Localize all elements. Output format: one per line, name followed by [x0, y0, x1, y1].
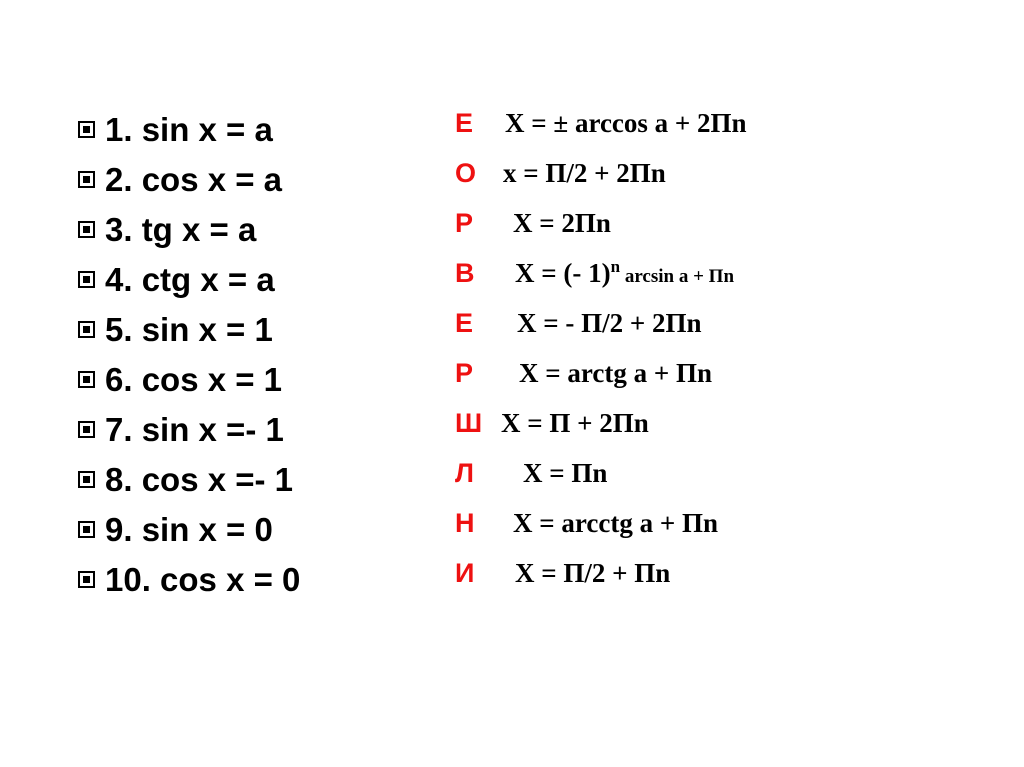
answer-formula-text: X = Пn [523, 458, 608, 488]
square-bullet-icon [78, 121, 95, 138]
answer-formula-text: x = П/2 + 2Пn [503, 158, 666, 188]
answer-letter: Н [455, 508, 475, 538]
answer-formula [501, 358, 712, 389]
answer-formula-exponent: n [610, 257, 621, 276]
square-bullet-icon [78, 371, 95, 388]
list-item [78, 254, 438, 304]
answer-letter: О [455, 158, 477, 188]
list-item [78, 304, 438, 354]
equation-text: 7. sin x =- 1 [105, 410, 284, 448]
answer-letter: Л [455, 458, 474, 488]
equation-text: 6. cos x = 1 [105, 360, 283, 398]
square-bullet-icon [78, 171, 95, 188]
answer-formula [501, 308, 702, 339]
answer-formula-text: X = ± arccos a + 2Пn [505, 108, 747, 138]
answer-formula [501, 208, 611, 239]
answer-formula-text: X = - П/2 + 2Пn [517, 308, 702, 338]
answer-formula-text: X = arcctg a + Пn [513, 508, 718, 538]
equation-text: 8. cos x =- 1 [105, 460, 294, 498]
answer-letter: И [455, 558, 475, 588]
answer-formula [501, 158, 666, 189]
answer-formula-text: X = П/2 + Пn [515, 558, 671, 588]
answer-formula [501, 508, 718, 539]
equation-text: 5. sin x = 1 [105, 310, 273, 348]
answer-letter: Р [455, 358, 474, 388]
answer-formula [501, 408, 649, 439]
equation-text: 2. cos x = a [105, 160, 283, 198]
equation-list [78, 104, 438, 604]
answer-letter: Ш [455, 408, 483, 438]
answer-row [455, 208, 995, 258]
equation-text: 4. ctg x = a [105, 260, 275, 298]
list-item [78, 354, 438, 404]
answer-letter: Р [455, 208, 474, 238]
answer-formula-text: X = arctg a + Пn [519, 358, 713, 388]
list-item [78, 454, 438, 504]
list-item [78, 104, 438, 154]
answer-formula-text: X = 2Пn [513, 208, 611, 238]
answer-formula-suffix: arcsin a + Пn [620, 266, 735, 287]
list-item [78, 504, 438, 554]
list-item [78, 554, 438, 604]
square-bullet-icon [78, 321, 95, 338]
square-bullet-icon [78, 571, 95, 588]
answer-formula [501, 558, 670, 589]
answer-row [455, 558, 995, 608]
square-bullet-icon [78, 271, 95, 288]
answer-formula [501, 258, 734, 289]
list-item [78, 204, 438, 254]
answer-row [455, 358, 995, 408]
answer-row [455, 308, 995, 358]
list-item [78, 404, 438, 454]
square-bullet-icon [78, 471, 95, 488]
answer-letter: Е [455, 108, 474, 138]
answer-list [455, 108, 995, 608]
answer-formula-text: X = (- 1) [515, 258, 611, 288]
answer-letter: В [455, 258, 475, 288]
answer-row [455, 108, 995, 158]
equation-text: 3. tg x = a [105, 210, 257, 248]
answer-row [455, 458, 995, 508]
answer-formula [501, 458, 607, 489]
list-item [78, 154, 438, 204]
answer-formula [501, 108, 747, 139]
square-bullet-icon [78, 421, 95, 438]
answer-row [455, 408, 995, 458]
answer-row [455, 258, 995, 308]
answer-letter: Е [455, 308, 474, 338]
equation-text: 10. cos x = 0 [105, 560, 301, 598]
equation-text: 9. sin x = 0 [105, 510, 273, 548]
equation-text: 1. sin x = a [105, 110, 273, 148]
answer-formula-text: X = П + 2Пn [501, 408, 649, 438]
square-bullet-icon [78, 521, 95, 538]
answer-row [455, 158, 995, 208]
square-bullet-icon [78, 221, 95, 238]
answer-row [455, 508, 995, 558]
